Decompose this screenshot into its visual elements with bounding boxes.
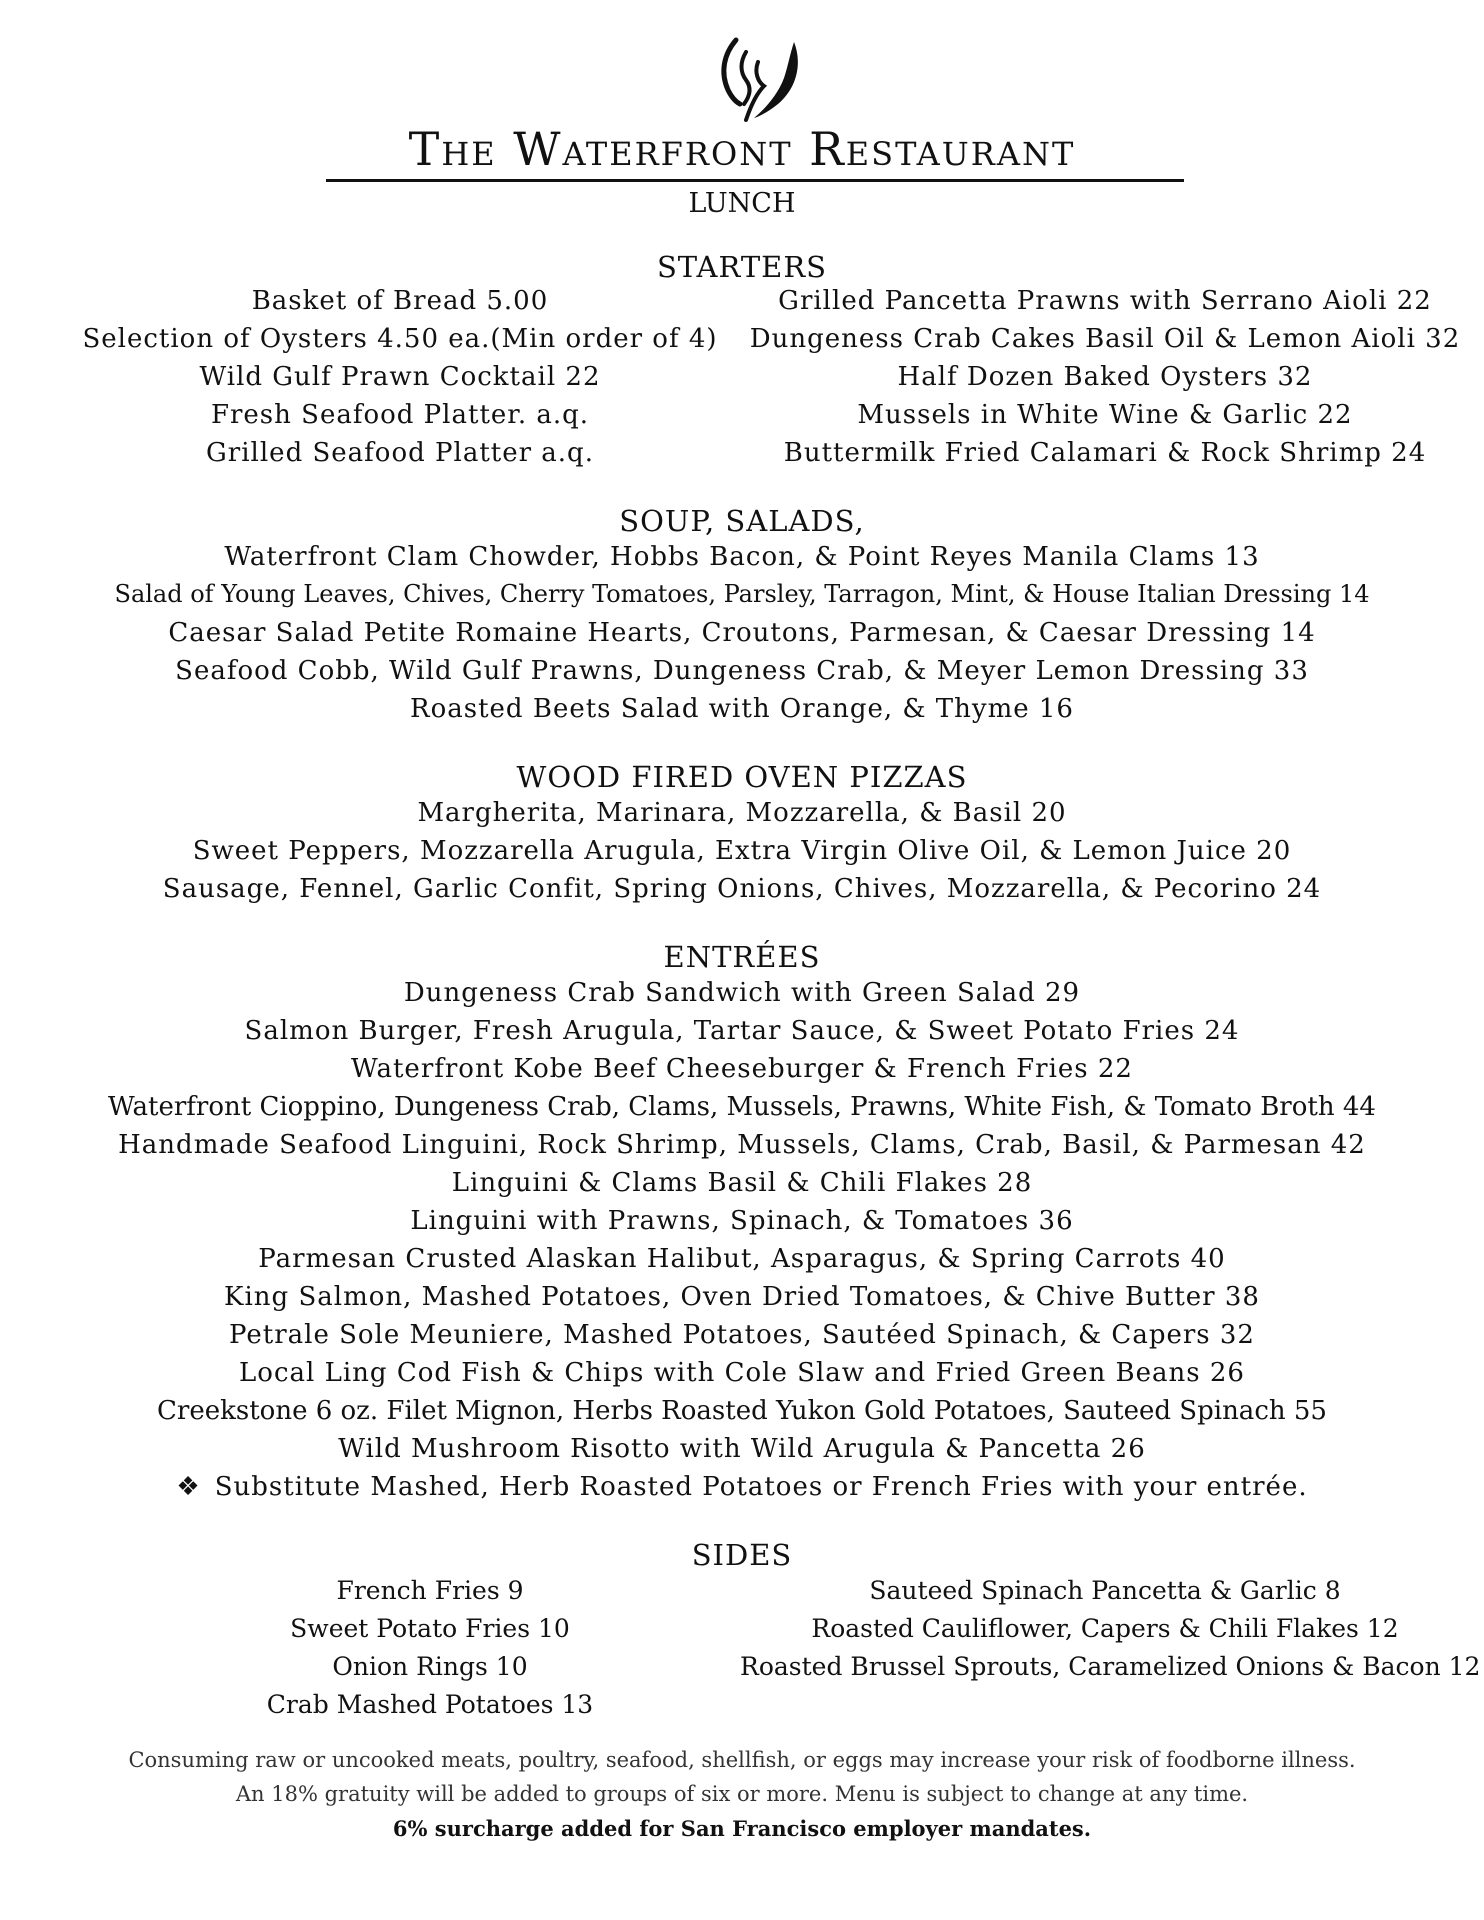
side-item: Roasted Cauliflower, Capers & Chili Flakes 12 [811, 1614, 1399, 1643]
starters-heading: STARTERS [656, 250, 828, 284]
entree-substitution-note [0, 1472, 1484, 1502]
starter-item: Selection of Oysters 4.50 ea.(Min order of 4) [82, 324, 718, 354]
entree-item: King Salmon, Mashed Potatoes, Oven Dried Tomatoes, & Chive Butter 38 [224, 1282, 1260, 1312]
sides-heading: SIDES [691, 1538, 793, 1572]
entree-item: Dungeness Crab Sandwich with Green Salad 29 [403, 978, 1081, 1008]
starter-item: Grilled Seafood Platter a.q. [206, 438, 594, 468]
pizza-item: Sausage, Fennel, Garlic Confit, Spring Onions, Chives, Mozzarella, & Pecorino 24 [162, 874, 1322, 904]
entree-item: Handmade Seafood Linguini, Rock Shrimp, Mussels, Clams, Crab, Basil, & Parmesan 42 [118, 1130, 1366, 1160]
restaurant-logo-icon [706, 32, 816, 132]
entree-item: Linguini & Clams Basil & Chili Flakes 28 [451, 1168, 1033, 1198]
starter-item: Half Dozen Baked Oysters 32 [897, 362, 1313, 392]
starter-item: Grilled Pancetta Prawns with Serrano Aioli 22 [778, 286, 1432, 316]
menu-subtitle: LUNCH [688, 188, 796, 219]
pizzas-heading: WOOD FIRED OVEN PIZZAS [516, 760, 968, 794]
entree-item: Waterfront Cioppino, Dungeness Crab, Clams, Mussels, Prawns, White Fish, & Tomato Broth 44 [108, 1092, 1376, 1122]
entree-item: Linguini with Prawns, Spinach, & Tomatoes 36 [410, 1206, 1074, 1236]
side-item: Sweet Potato Fries 10 [290, 1614, 570, 1643]
entree-item: Salmon Burger, Fresh Arugula, Tartar Sauce, & Sweet Potato Fries 24 [244, 1016, 1240, 1046]
entree-item: Creekstone 6 oz. Filet Mignon, Herbs Roasted Yukon Gold Potatoes, Sauteed Spinach 55 [157, 1396, 1327, 1426]
salad-item: Salad of Young Leaves, Chives, Cherry Tomatoes, Parsley, Tarragon, Mint, & House Italian Dressing 14 [114, 580, 1370, 608]
starter-item: Basket of Bread 5.00 [251, 286, 549, 316]
side-item: Sauteed Spinach Pancetta & Garlic 8 [869, 1576, 1341, 1605]
salad-item: Caesar Salad Petite Romaine Hearts, Croutons, Parmesan, & Caesar Dressing 14 [168, 618, 1316, 648]
starter-item: Fresh Seafood Platter. a.q. [210, 400, 590, 430]
salad-item: Seafood Cobb, Wild Gulf Prawns, Dungeness Crab, & Meyer Lemon Dressing 33 [175, 656, 1309, 686]
pizza-item: Margherita, Marinara, Mozzarella, & Basil 20 [417, 798, 1067, 828]
side-item: Crab Mashed Potatoes 13 [266, 1690, 594, 1719]
gratuity-note: An 18% gratuity will be added to groups of six or more. Menu is subject to change at any time. [235, 1782, 1249, 1806]
side-item: French Fries 9 [336, 1576, 524, 1605]
side-item: Roasted Brussel Sprouts, Caramelized Onions & Bacon 12 [740, 1652, 1481, 1681]
side-item: Onion Rings 10 [332, 1652, 528, 1681]
restaurant-name: The Waterfront Restaurant [408, 122, 1076, 176]
entree-item: Parmesan Crusted Alaskan Halibut, Asparagus, & Spring Carrots 40 [258, 1244, 1226, 1274]
starter-item: Mussels in White Wine & Garlic 22 [857, 400, 1353, 430]
entree-item: Local Ling Cod Fish & Chips with Cole Slaw and Fried Green Beans 26 [239, 1358, 1245, 1388]
starter-item: Buttermilk Fried Calamari & Rock Shrimp 24 [783, 438, 1427, 468]
pizza-item: Sweet Peppers, Mozzarella Arugula, Extra Virgin Olive Oil, & Lemon Juice 20 [192, 836, 1292, 866]
entree-item: Wild Mushroom Risotto with Wild Arugula & Pancetta 26 [338, 1434, 1146, 1464]
entrees-heading: ENTRÉES [663, 940, 821, 974]
soup-salads-heading: SOUP, SALADS, [619, 504, 865, 538]
diamond-bullet-icon: ❖ [176, 1472, 201, 1502]
health-advisory: Consuming raw or uncooked meats, poultry, seafood, shellfish, or eggs may increase your risk of foodborne illness. [128, 1748, 1356, 1772]
surcharge-note: 6% surcharge added for San Francisco employer mandates. [392, 1816, 1092, 1841]
salad-item: Roasted Beets Salad with Orange, & Thyme 16 [410, 694, 1074, 724]
entree-item: Petrale Sole Meuniere, Mashed Potatoes, Sautéed Spinach, & Capers 32 [229, 1320, 1255, 1350]
starter-item: Dungeness Crab Cakes Basil Oil & Lemon Aioli 32 [749, 324, 1461, 354]
substitution-text: Substitute Mashed, Herb Roasted Potatoes or French Fries with your entrée. [214, 1472, 1308, 1502]
title-underline [326, 179, 1184, 182]
salad-item: Waterfront Clam Chowder, Hobbs Bacon, & Point Reyes Manila Clams 13 [224, 542, 1260, 572]
starter-item: Wild Gulf Prawn Cocktail 22 [199, 362, 601, 392]
entree-item: Waterfront Kobe Beef Cheeseburger & French Fries 22 [351, 1054, 1133, 1084]
